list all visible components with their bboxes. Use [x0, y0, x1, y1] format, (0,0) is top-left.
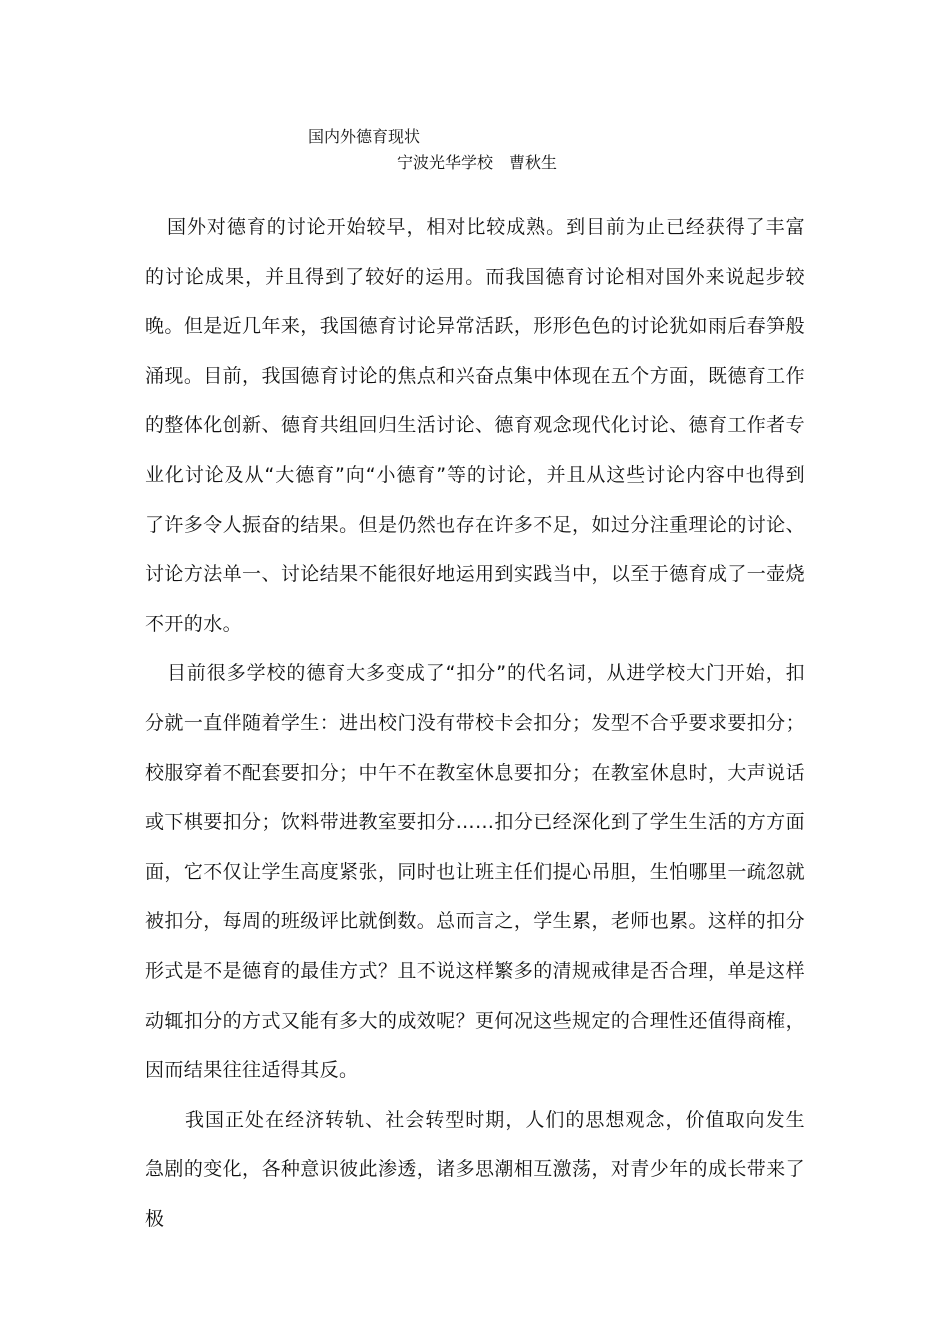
document-body [145, 203, 805, 1244]
body-paragraph-2: 目前很多学校的德育大多变成了“扣分”的代名词，从进学校大门开始，扣分就一直伴随着学生：进出校门没有带校卡会扣分；发型不合乎要求要扣分；校服穿着不配套要扣分；中午不在教室休息要扣分；在教室休息时，大声说话或下棋要扣分；饮料带进教室要扣分……扣分已经深化到了学生生活的方方面面，它不仅让学生高度紧张，同时也让班主任们提心吊胆，生怕哪里一疏忽就被扣分，每周的班级评比就倒数。总而言之，学生累，老师也累。这样的扣分形式是不是德育的最佳方式？且不说这样繁多的清规戒律是否合理，单是这样动辄扣分的方式又能有多大的成效呢？更何况这些规定的合理性还值得商榷，因而结果往往适得其反。 [145, 662, 805, 1082]
body-paragraph-1: 国外对德育的讨论开始较早，相对比较成熟。到目前为止已经获得了丰富的讨论成果，并且得到了较好的运用。而我国德育讨论相对国外来说起步较晚。但是近几年来，我国德育讨论异常活跃，形形色色的讨论犹如雨后春笋般涌现。目前，我国德育讨论的焦点和兴奋点集中体现在五个方面，既德育工作的整体化创新、德育共组回归生活讨论、德育观念现代化讨论、德育工作者专业化讨论及从“大德育”向“小德育”等的讨论，并且从这些讨论内容中也得到了许多令人振奋的结果。但是仍然也存在许多不足，如过分注重理论的讨论、讨论方法单一、讨论结果不能很好地运用到实践当中，以至于德育成了一壶烧不开的水。 [145, 216, 805, 635]
body-paragraph-3: 我国正处在经济转轨、社会转型时期，人们的思想观念，价值取向发生急剧的变化，各种意识彼此渗透，诸多思潮相互激荡，对青少年的成长带来了极 [145, 1108, 805, 1230]
document-title: 国内外德育现状 [308, 127, 421, 146]
author-byline: 宁波光华学校 曹秋生 [397, 153, 558, 172]
